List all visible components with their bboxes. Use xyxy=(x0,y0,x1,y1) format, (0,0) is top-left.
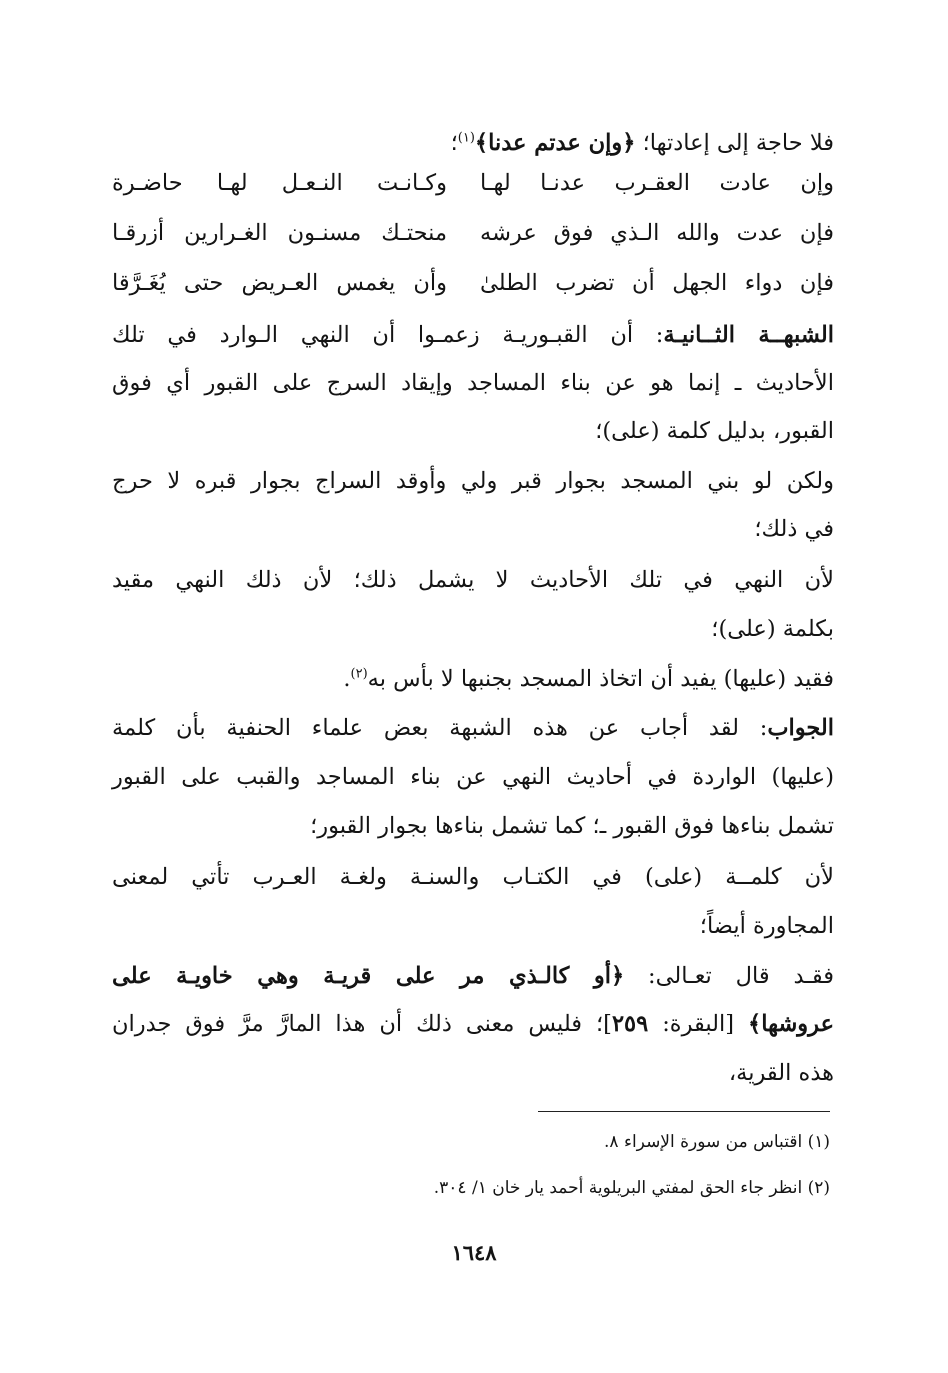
footnote-divider xyxy=(538,1111,830,1112)
paragraph-8-line-3: هذه القرية، xyxy=(728,1060,834,1086)
intro-text: فلا حاجة إلى إعادتها؛ xyxy=(635,130,834,156)
paragraph-8-line-1 xyxy=(112,965,834,988)
poetry-hemistich-second: وكـانـت النـعـل لهـا حاضـرة xyxy=(112,170,447,196)
paragraph-8-line-2 xyxy=(112,1013,834,1036)
poetry-line-1 xyxy=(112,172,834,204)
surah-reference: [البقرة: xyxy=(648,1011,749,1037)
quran-quote: ﴿وإن عدتم عدنا﴾ xyxy=(474,130,636,156)
paragraph-answer-line-3: تشمل بناءها فوق القبور ـ؛ كما تشمل بناءها بجوار القبور؛ xyxy=(310,813,834,839)
poetry-line-2 xyxy=(112,222,834,254)
paragraph-end: . xyxy=(343,666,351,692)
footnote-marker-1: (١) xyxy=(457,130,475,146)
paragraph-second-doubt-line-3: القبور، بدليل كلمة (على)؛ xyxy=(595,418,834,444)
footnote-2: (٢) انظر جاء الحق لمفتي البريلوية أحمد يار خان ١/ ٣٠٤. xyxy=(433,1178,830,1198)
paragraph-3-line-1: ولكن لو بني المسجد بجوار قبر ولي وأوقد السراج بجوار قبره لا حرج xyxy=(112,468,834,494)
poetry-hemistich-second: وأن يغمس العـريض حتى يُغَـرَّقا xyxy=(112,270,447,296)
paragraph-4-line-1: لأن النهي في تلك الأحاديث لا يشمل ذلك؛ لأن ذلك النهي مقيد xyxy=(112,567,834,593)
verse-number: ٢٥٩ xyxy=(611,1011,649,1037)
paragraph-4-line-2: بكلمة (على)؛ xyxy=(711,616,834,642)
footnote-1: (١) اقتباس من سورة الإسراء ٨. xyxy=(604,1132,830,1152)
paragraph-text: : لقد أجاب عن هذه الشبهة بعض علماء الحنفية بأن كلمة xyxy=(112,715,768,741)
paragraph-answer-line-1 xyxy=(112,717,834,740)
section-heading-second-doubt: الشبهــة الثــانيـة xyxy=(663,322,834,348)
intro-end: ؛ xyxy=(450,130,458,156)
page-number: ١٦٤٨ xyxy=(451,1240,497,1265)
intro-line xyxy=(112,132,834,155)
section-heading-answer: الجواب xyxy=(767,715,834,741)
paragraph-text: : أن القبـوريـة زعمـوا أن النهي الـوارد في تلك xyxy=(112,322,664,348)
footnote-marker-2: (٢) xyxy=(350,666,368,682)
paragraph-7-line-2: المجاورة أيضاً؛ xyxy=(699,913,834,939)
paragraph-3-line-2: في ذلك؛ xyxy=(754,516,834,542)
paragraph-7-line-1: لأن كلمــة (على) في الكتـاب والسنـة ولغـة العـرب تأتي لمعنى xyxy=(112,864,834,890)
quran-quote-end: عروشها﴾ xyxy=(748,1011,834,1037)
poetry-hemistich-first: فإن عدت والله الـذي فوق عرشه xyxy=(480,220,834,246)
paragraph-text: فقـد قال تعـالى: xyxy=(624,963,834,989)
poetry-hemistich-first: وإن عادت العقـرب عدنـا لهـا xyxy=(480,170,834,196)
poetry-line-3 xyxy=(112,272,834,304)
paragraph-second-doubt-line-2: الأحاديث ـ إنما هو عن بناء المساجد وإيقاد السرج على القبور أي فوق xyxy=(112,370,834,396)
paragraph-text: فقيد (عليها) يفيد أن اتخاذ المسجد بجنبها لا بأس به xyxy=(367,666,834,692)
paragraph-text: ]؛ فليس معنى ذلك أن هذا المارَّ مرَّ فوق جدران xyxy=(112,1011,612,1037)
poetry-hemistich-second: منحتـك مسنـون الغـرارين أزرقـا xyxy=(112,220,447,246)
paragraph-answer-line-2: (عليها) الواردة في أحاديث النهي عن بناء المساجد والقبب على القبور xyxy=(112,764,834,790)
paragraph-5-line-1 xyxy=(112,668,834,691)
quran-quote: ﴿أو كالـذي مر على قريـة وهي خاويـة على xyxy=(112,963,625,989)
paragraph-second-doubt-line-1 xyxy=(112,324,834,347)
poetry-hemistich-first: فإن دواء الجهل أن تضرب الطلىٰ xyxy=(480,270,834,296)
